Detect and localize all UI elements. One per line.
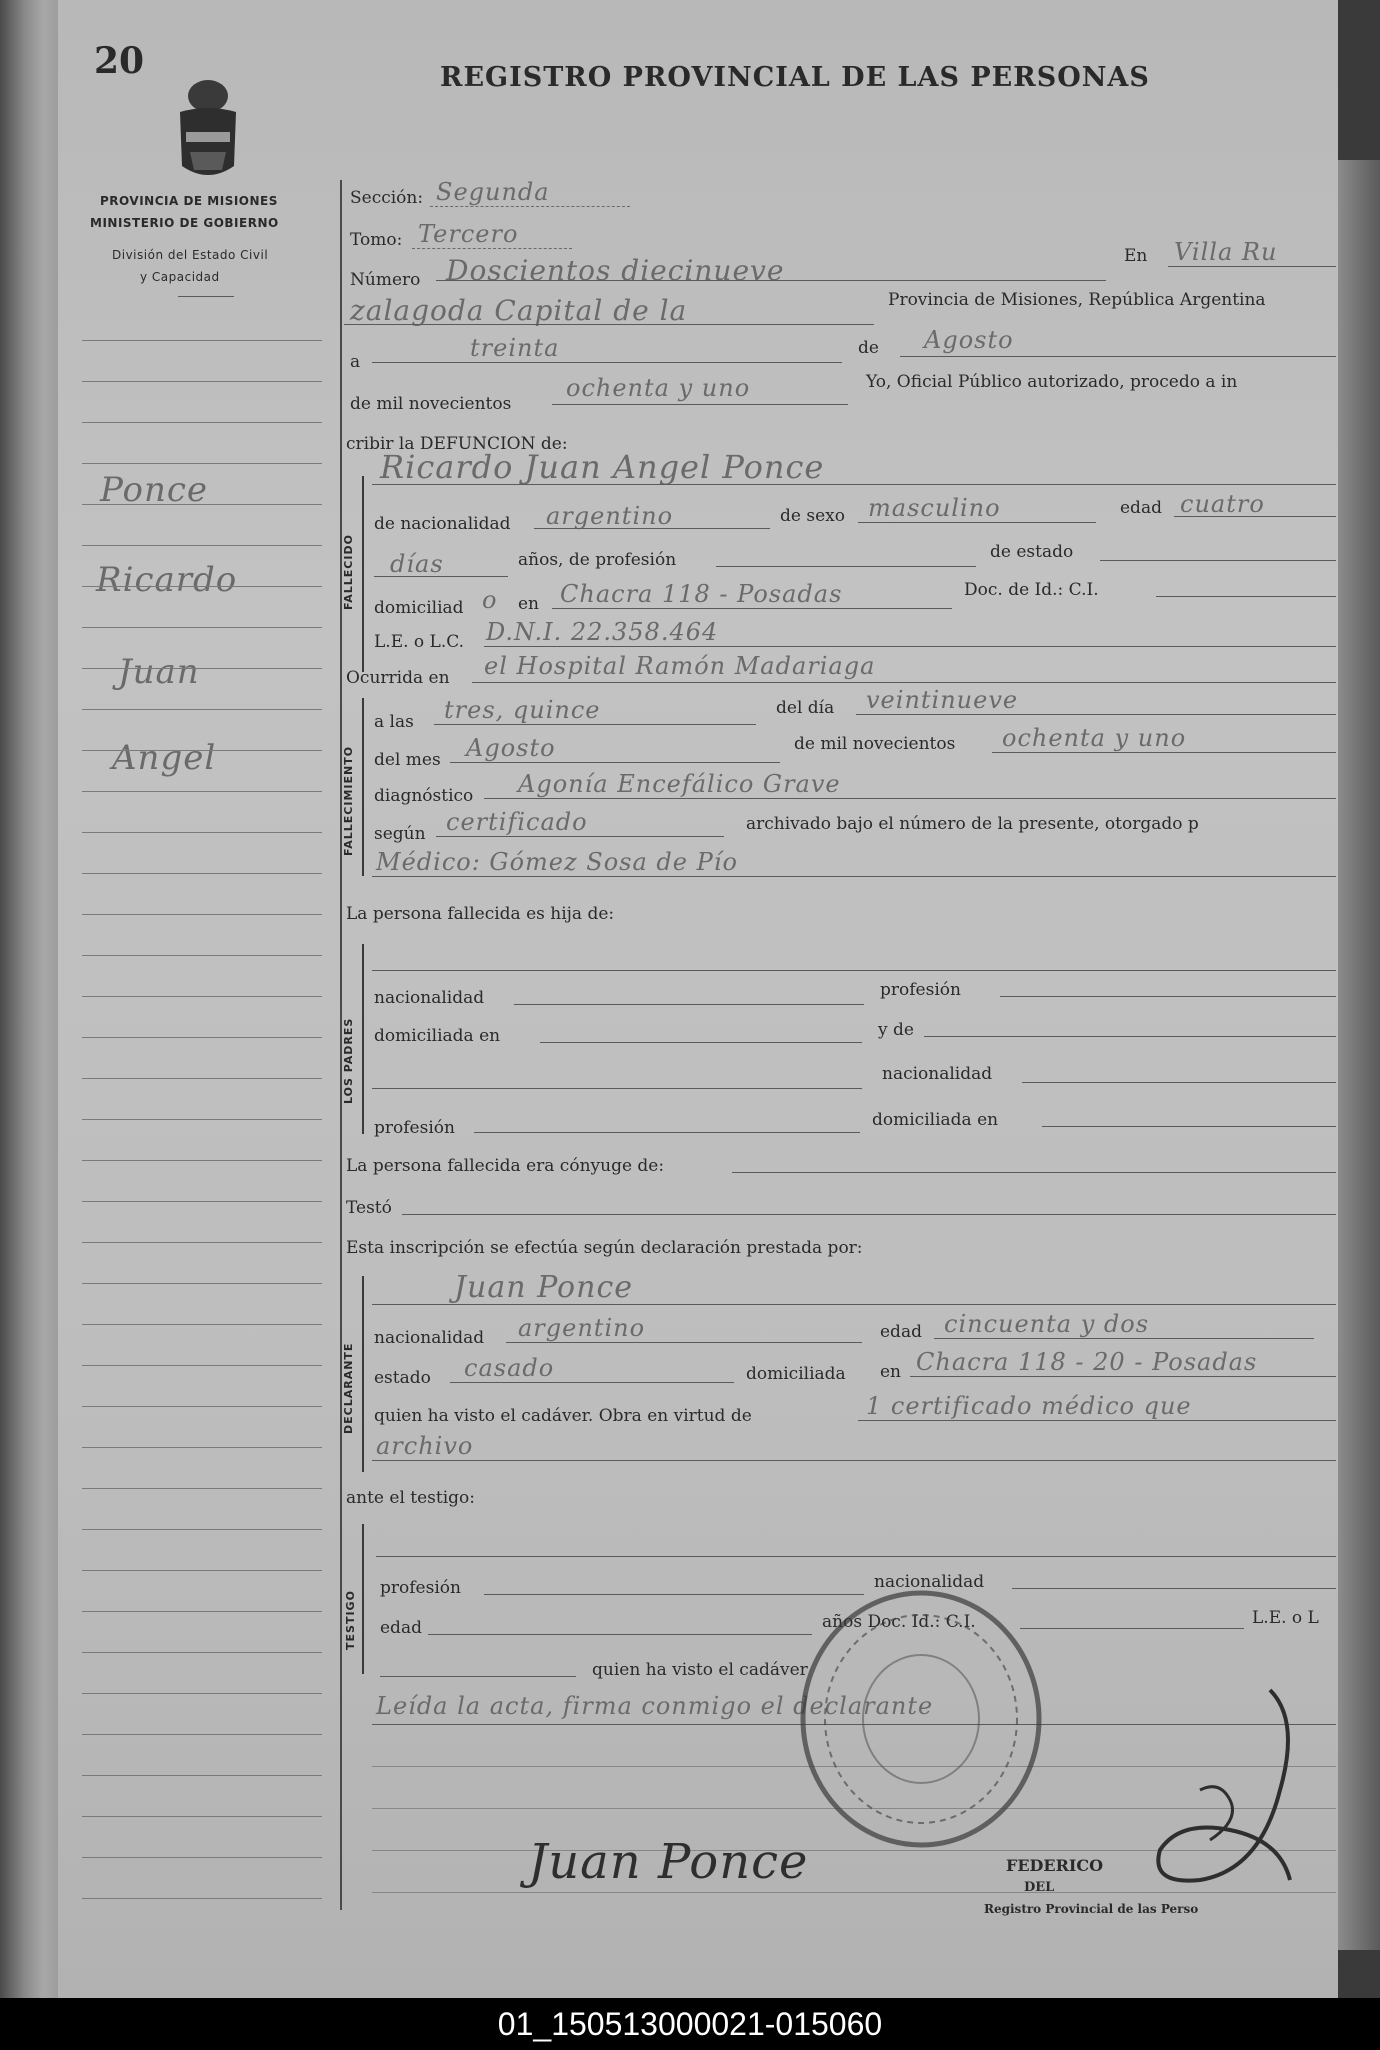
declarante-domiciliada-label: domiciliada: [746, 1364, 846, 1384]
testigo-le-label: L.E. o L: [1252, 1608, 1319, 1628]
next-page-edge: [1336, 160, 1380, 1950]
mes-mil-label: de mil novecientos: [794, 734, 956, 754]
margin-rule: [82, 1570, 322, 1571]
ministry-label: MINISTERIO DE GOBIERNO: [90, 216, 279, 230]
seccion-value: Segunda: [436, 178, 550, 206]
declarante-nacionalidad-label: nacionalidad: [374, 1328, 485, 1348]
margin-rule: [82, 791, 322, 792]
testo-label: Testó: [346, 1198, 392, 1218]
diagnostico-value: Agonía Encefálico Grave: [518, 770, 841, 798]
margin-note-name-2: Juan: [118, 652, 200, 692]
fallecido-section-label: FALLECIDO: [342, 534, 355, 610]
margin-rule: [82, 1160, 322, 1161]
domicilio-label: domiciliad: [374, 598, 464, 618]
deceased-name: Ricardo Juan Angel Ponce: [380, 448, 825, 486]
numero-label: Número: [350, 270, 421, 290]
edad-label: edad: [1120, 498, 1162, 518]
page-number: 20: [94, 40, 145, 82]
official-seal: [796, 1584, 1046, 1854]
margin-rule: [82, 955, 322, 956]
conyuge-label: La persona fallecida era cónyuge de:: [346, 1156, 665, 1176]
division-label: División del Estado Civil: [112, 248, 269, 262]
ocurrida-value: el Hospital Ramón Madariaga: [484, 652, 876, 680]
ocurrida-label: Ocurrida en: [346, 668, 450, 688]
margin-rule: [82, 1693, 322, 1694]
medico-value: Médico: Gómez Sosa de Pío: [376, 848, 738, 876]
le-value: D.N.I. 22.358.464: [486, 618, 719, 646]
mes-mil-value: ochenta y uno: [1002, 724, 1187, 752]
a-label: a: [350, 352, 361, 372]
padres-section-label: LOS PADRES: [342, 1017, 355, 1104]
margin-rule: [82, 1119, 322, 1120]
padres-profesion-label: profesión: [880, 980, 961, 1000]
nacionalidad-label: de nacionalidad: [374, 514, 511, 534]
inscripcion-label: Esta inscripción se efectúa según declaración prestada por:: [346, 1238, 863, 1258]
margin-note-name-1: Ricardo: [96, 560, 238, 600]
segun-label: según: [374, 824, 426, 844]
dias-value: días: [390, 550, 444, 578]
padres-domiciliada2-label: domiciliada en: [872, 1110, 999, 1130]
alas-value: tres, quince: [444, 696, 601, 724]
de-label: de: [858, 338, 879, 358]
coat-of-arms-icon: [168, 74, 248, 186]
margin-rule: [82, 504, 322, 505]
margin-rule: [82, 1611, 322, 1612]
testigo-profesion-label: profesión: [380, 1578, 461, 1598]
domicilio-o: o: [482, 586, 498, 614]
declarante-nacionalidad-value: argentino: [518, 1314, 646, 1342]
margin-rule: [82, 545, 322, 546]
margin-rule: [82, 422, 322, 423]
cribir-label: cribir la DEFUNCION de:: [346, 434, 568, 454]
margin-rule: [82, 750, 322, 751]
edad-value: cuatro: [1180, 490, 1265, 518]
dia-label: del día: [776, 698, 835, 718]
official-signature: [1040, 1680, 1320, 1910]
margin-note-name-3: Angel: [112, 738, 217, 778]
nacionalidad-value: argentino: [546, 502, 674, 530]
margin-rule: [82, 1447, 322, 1448]
margin-rule: [82, 1898, 322, 1899]
margin-rule: [82, 463, 322, 464]
le-label: L.E. o L.C.: [374, 632, 465, 652]
alas-label: a las: [374, 712, 414, 732]
declarante-archivo-value: archivo: [376, 1432, 474, 1460]
de-value: Agosto: [924, 326, 1014, 354]
margin-rule: [82, 1734, 322, 1735]
estado-label: de estado: [990, 542, 1074, 562]
hija-label: La persona fallecida es hija de:: [346, 904, 615, 924]
diagnostico-label: diagnóstico: [374, 786, 474, 806]
padres-profesion2-label: profesión: [374, 1118, 455, 1138]
stamp-line-1: FEDERICO: [1006, 1856, 1104, 1875]
declarante-en-label: en: [880, 1362, 902, 1382]
padres-nacionalidad-label: nacionalidad: [374, 988, 485, 1008]
domicilio-en-label: en: [518, 594, 540, 614]
margin-rule: [82, 1406, 322, 1407]
margin-rule: [82, 668, 322, 669]
declarante-estado-value: casado: [464, 1354, 555, 1382]
declarant-signature: Juan Ponce: [528, 1834, 809, 1890]
testigo-header: ante el testigo:: [346, 1488, 476, 1508]
document-title: REGISTRO PROVINCIAL DE LAS PERSONAS: [440, 62, 1150, 93]
declarante-domiciliada-value: Chacra 118 - 20 - Posadas: [916, 1348, 1258, 1376]
seccion-label: Sección:: [350, 188, 424, 208]
en-value: Villa Ru: [1174, 238, 1278, 266]
closing-statement: Leída la acta, firma conmigo el declarante: [376, 1692, 934, 1720]
margin-rule: [82, 381, 322, 382]
numero-value: Doscientos diecinueve: [446, 254, 785, 287]
margin-rule: [82, 1283, 322, 1284]
margin-rule: [82, 1201, 322, 1202]
declarante-estado-label: estado: [374, 1368, 431, 1388]
declarante-edad-value: cincuenta y dos: [944, 1310, 1150, 1338]
book-binding: [0, 0, 62, 1998]
fallecimiento-section-label: FALLECIMIENTO: [342, 745, 355, 856]
dia-value: veintinueve: [866, 686, 1019, 714]
margin-rule: [82, 1324, 322, 1325]
mil-label: de mil novecientos: [350, 394, 512, 414]
testigo-anos-label: años Doc. Id.: C.I.: [822, 1612, 976, 1632]
profesion-label: años, de profesión: [518, 550, 677, 570]
sexo-label: de sexo: [780, 506, 845, 526]
en-label: En: [1124, 246, 1148, 266]
archivado-label: archivado bajo el número de la presente, otorgado p: [746, 814, 1199, 834]
margin-rule: [82, 1488, 322, 1489]
margin-rule: [82, 586, 322, 587]
margin-rule: [82, 1037, 322, 1038]
testigo-edad-label: edad: [380, 1618, 422, 1638]
margin-rule: [82, 627, 322, 628]
image-caption: 01_150513000021-015060: [0, 1998, 1380, 2050]
margin-rule: [82, 340, 322, 341]
tomo-label: Tomo:: [350, 230, 403, 250]
margin-rule: [82, 1529, 322, 1530]
margin-rule: [82, 996, 322, 997]
stamp-line-2: DEL: [1024, 1880, 1055, 1895]
margin-rule: [82, 1857, 322, 1858]
declarante-quien-label: quien ha visto el cadáver. Obra en virtud de: [374, 1406, 752, 1426]
padres-domiciliada-label: domiciliada en: [374, 1026, 501, 1046]
margin-rule: [82, 1078, 322, 1079]
doc-label: Doc. de Id.: C.I.: [964, 580, 1099, 600]
margin-rule: [82, 914, 322, 915]
margin-note-surname: Ponce: [100, 470, 209, 510]
margin-rule: [82, 1242, 322, 1243]
declarante-section-label: DECLARANTE: [342, 1342, 355, 1434]
domicilio-value: Chacra 118 - Posadas: [560, 580, 843, 608]
a-value: treinta: [470, 334, 560, 362]
oficial-label: Yo, Oficial Público autorizado, procedo a in: [866, 372, 1238, 392]
margin-rule: [82, 709, 322, 710]
margin-rule: [82, 1775, 322, 1776]
margin-rule: [82, 873, 322, 874]
declarante-quien-value: 1 certificado médico que: [866, 1392, 1192, 1420]
testigo-section-label: TESTIGO: [344, 1590, 357, 1650]
segun-value: certificado: [446, 808, 588, 836]
margin-rule: [82, 1365, 322, 1366]
margin-rule: [82, 1652, 322, 1653]
province-label: PROVINCIA DE MISIONES: [100, 194, 278, 208]
division-label-2: y Capacidad: [140, 270, 220, 284]
sexo-value: masculino: [868, 494, 1001, 522]
mil-value: ochenta y uno: [566, 374, 751, 402]
padres-yde-label: y de: [878, 1020, 914, 1040]
declarante-name: Juan Ponce: [454, 1270, 633, 1305]
testigo-quien-label: quien ha visto el cadáver: [592, 1660, 808, 1680]
margin-rule: [82, 1816, 322, 1817]
mes-value: Agosto: [466, 734, 556, 762]
testigo-nacionalidad-label: nacionalidad: [874, 1572, 985, 1592]
declarante-edad-label: edad: [880, 1322, 922, 1342]
padres-nacionalidad2-label: nacionalidad: [882, 1064, 993, 1084]
tomo-value: Tercero: [418, 220, 519, 248]
provincia-label: Provincia de Misiones, República Argentina: [888, 290, 1266, 310]
mes-label: del mes: [374, 750, 441, 770]
margin-rule: [82, 832, 322, 833]
place-value: zalagoda Capital de la: [350, 294, 688, 327]
stamp-line-3: Registro Provincial de las Perso: [984, 1902, 1199, 1916]
